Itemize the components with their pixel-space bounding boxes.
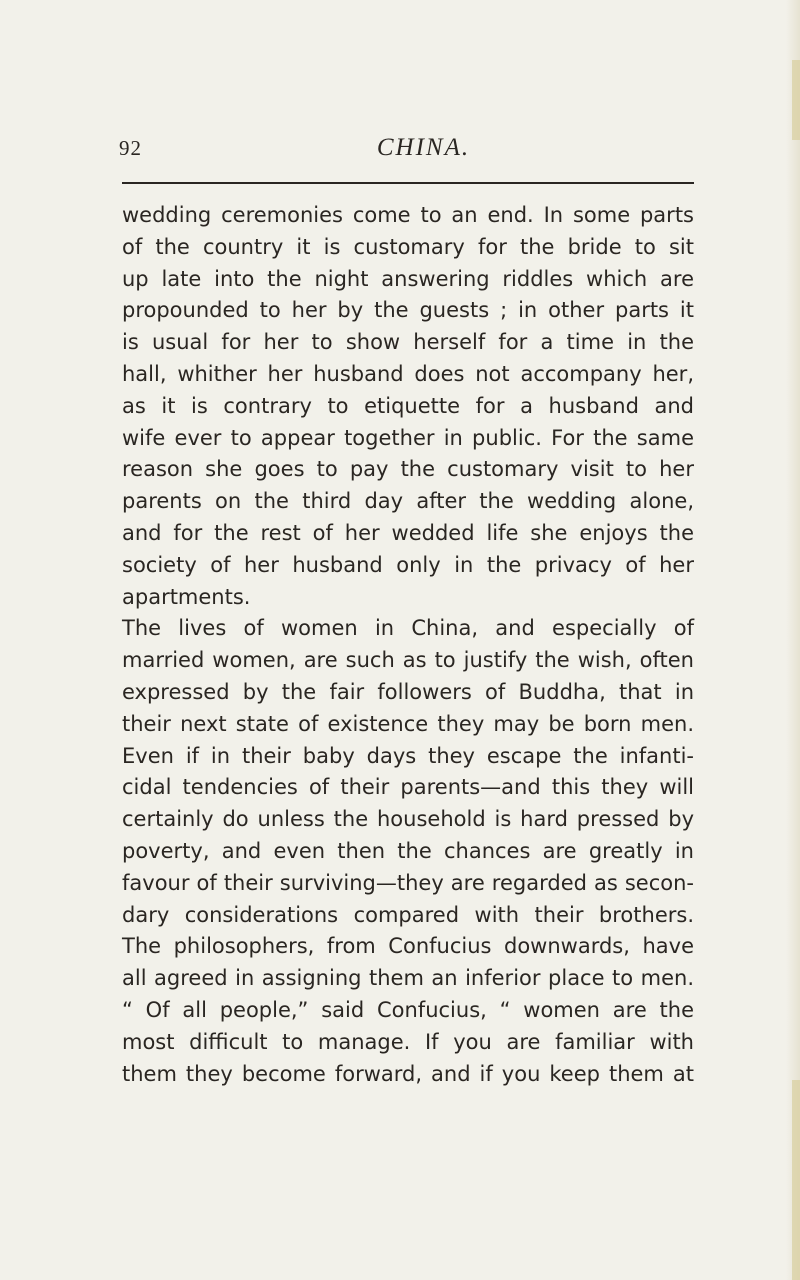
text-line: is usual for her to show herself for a time in the [122,330,694,355]
text-line: wife ever to appear together in public. For the same [122,425,694,450]
text-line: married women, are such as to justify the wish, often [122,648,694,673]
text-line: cidal tendencies of their parents—and this they will [122,775,694,800]
text-line: propounded to her by the guests ; in other parts it [122,298,694,323]
text-line: wedding ceremonies come to an end. In some parts [122,203,694,227]
text-line: dary considerations compared with their brothers. [122,902,694,927]
text-line: of the country it is customary for the bride to sit [122,234,694,259]
text-line: The philosophers, from Confucius downwards, have [122,934,694,959]
text-line: society of her husband only in the privacy of her [122,552,694,577]
text-line: The lives of women in China, and especially of [122,616,694,641]
text-line: their next state of existence they may be born men. [122,711,694,736]
page-edge-stain [792,60,800,140]
header-rule [122,182,694,184]
body-text [122,200,694,1090]
text-line: “ Of all people,” said Confucius, “ women are the [122,997,694,1022]
text-line: favour of their surviving—they are regarded as secon- [122,870,694,895]
text-line: most difficult to manage. If you are familiar with [122,1029,694,1054]
text-line: them they become forward, and if you keep them at [122,1061,694,1086]
text-line: expressed by the fair followers of Buddha, that in [122,679,694,704]
text-line: as it is contrary to etiquette for a husband and [122,393,694,418]
page-header [119,134,692,168]
text-line: and for the rest of her wedded life she enjoys the [122,520,694,545]
text-line: up late into the night answering riddles which are [122,266,694,291]
text-line: Even if in their baby days they escape the infanti- [122,743,694,768]
text-line: all agreed in assigning them an inferior place to men. [122,966,694,991]
text-line: poverty, and even then the chances are greatly in [122,838,694,863]
text-line: hall, whither her husband does not accompany her, [122,361,694,386]
text-line: parents on the third day after the wedding alone, [122,489,694,514]
text-line: apartments. [122,584,251,609]
page-edge-stain [792,1080,800,1280]
text-line: reason she goes to pay the customary visit to her [122,457,694,482]
text-line: certainly do unless the household is hard pressed by [122,807,694,832]
page-number: 92 [119,136,142,160]
running-title: CHINA. [376,134,471,161]
